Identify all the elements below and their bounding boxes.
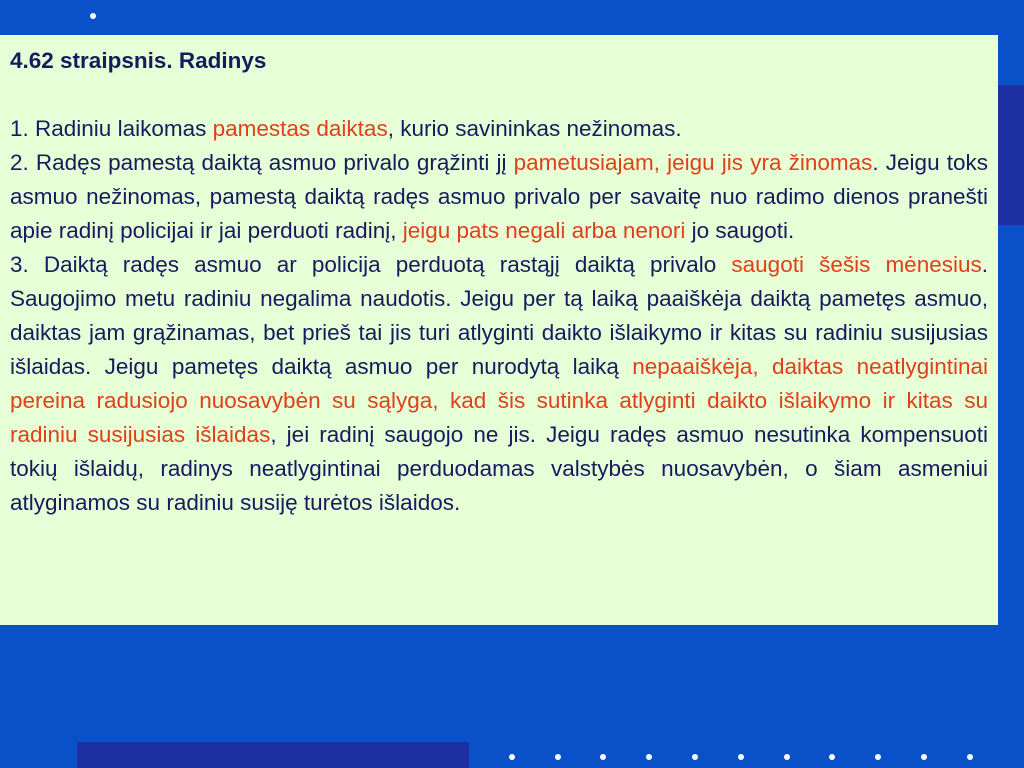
body-text: , kurio savininkas nežinomas. [387,116,682,141]
decorative-dot [829,754,835,760]
highlighted-text: pamestas daiktas [212,116,388,141]
paragraph-1 [10,112,988,146]
decorative-dot [600,754,606,760]
body-text: , jei radinį saugojo ne jis. Jeigu radęs asmuo nesutinka kompensuoti tokių išlaidų, radinys neatlygintinai perduodamas valstybės nuosavybėn, o šiam asmeniui atlyginamos su radiniu susiję turėtos išlaidos. [10,422,988,515]
paragraph-2 [10,146,988,248]
decorative-bottom-bar [77,742,469,768]
decorative-dot-row [509,754,999,762]
decorative-dot [784,754,790,760]
body-text: 3. Daiktą radęs asmuo ar policija perduotą rastąjį daiktą privalo [10,252,732,277]
decorative-side-bar [998,85,1024,225]
highlighted-text: saugoti šešis mėnesius [731,252,982,277]
decorative-dot [692,754,698,760]
paragraph-3 [10,248,988,520]
highlighted-text: jeigu pats negali arba nenori [402,218,686,243]
decorative-dot [509,754,515,760]
decorative-dot [875,754,881,760]
body-text: . Saugojimo metu radiniu negalima naudotis. Jeigu per tą laiką paaiškėja daiktą pametęs asmuo, daiktas jam grąžinamas, bet prieš tai jis turi atlyginti daikto išlaikymo ir kitas su radiniu susijusias išlaidas. Jeigu pametęs daiktą asmuo per nurodytą laiką [10,252,988,379]
highlighted-text: pametusiajam, jeigu jis yra žinomas [513,150,873,175]
highlighted-text: nepaaiškėja, daiktas neatlygintinai pereina radusiojo nuosavybėn su sąlyga, kad šis sutinka atlyginti daikto išlaikymo ir kitas su radiniu susijusias išlaidas [10,354,988,447]
body-text: 1. Radiniu laikomas [10,116,213,141]
body-text: 2. Radęs pamestą daiktą asmuo privalo grąžinti jį [10,150,514,175]
decorative-dot [90,13,96,19]
decorative-dot [921,754,927,760]
article-title: 4.62 straipsnis. Radinys [10,48,267,73]
article-text [10,44,988,520]
decorative-dot [646,754,652,760]
decorative-dot [738,754,744,760]
decorative-dot [555,754,561,760]
decorative-dot [967,754,973,760]
body-text: . Jeigu toks asmuo nežinomas, pamestą daiktą radęs asmuo privalo per savaitę nuo radimo dienos pranešti apie radinį policijai ir jai perduoti radinį, [10,150,988,243]
body-text: jo saugoti. [685,218,795,243]
